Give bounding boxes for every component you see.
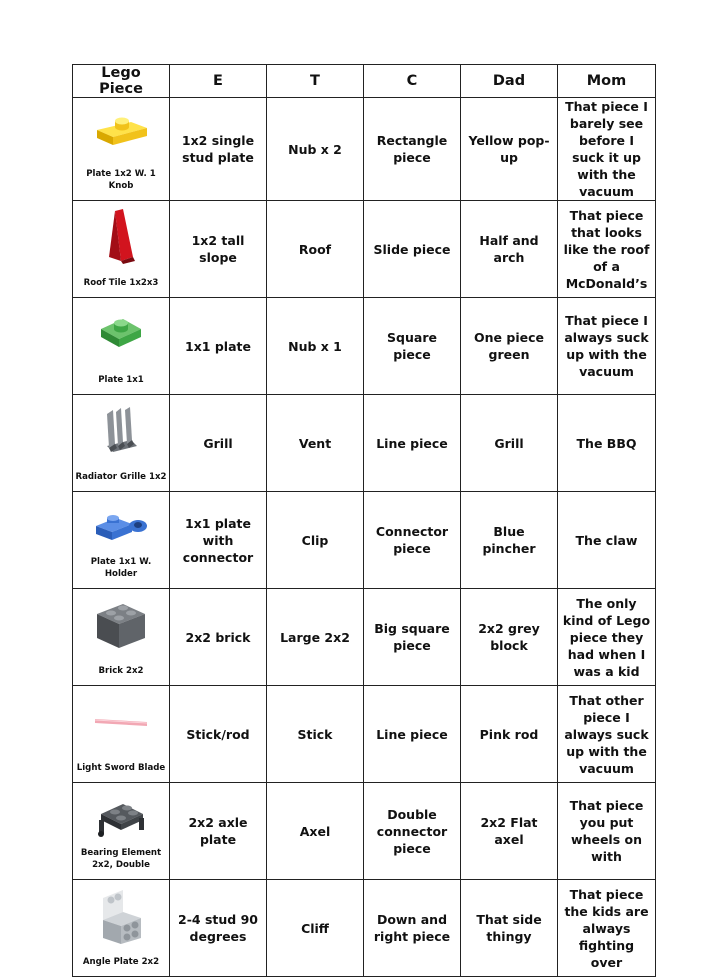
e-cell: 1x1 plate xyxy=(170,298,267,395)
piece-name: Light Sword Blade xyxy=(76,763,166,773)
t-cell: Nub x 2 xyxy=(267,98,364,201)
header-lego-piece: Lego Piece xyxy=(73,65,170,98)
t-cell: Axel xyxy=(267,783,364,880)
piece-name: Angle Plate 2x2 xyxy=(82,957,160,967)
dad-cell: Yellow pop-up xyxy=(461,98,558,201)
c-cell: Line piece xyxy=(364,686,461,783)
table-row xyxy=(73,783,656,880)
e-cell: 1x2 single stud plate xyxy=(170,98,267,201)
dad-cell: That side thingy xyxy=(461,880,558,977)
piece-cell xyxy=(73,880,170,977)
c-cell: Connector piece xyxy=(364,492,461,589)
t-cell: Clip xyxy=(267,492,364,589)
e-cell: 2x2 axle plate xyxy=(170,783,267,880)
c-cell: Line piece xyxy=(364,395,461,492)
e-cell: 2x2 brick xyxy=(170,589,267,686)
dad-cell: 2x2 grey block xyxy=(461,589,558,686)
header-mom: Mom xyxy=(558,65,656,98)
dad-cell: Pink rod xyxy=(461,686,558,783)
header-e: E xyxy=(170,65,267,98)
pink-rod-icon xyxy=(73,692,169,750)
header-t: T xyxy=(267,65,364,98)
c-cell: Slide piece xyxy=(364,201,461,298)
t-cell: Cliff xyxy=(267,880,364,977)
piece-cell xyxy=(73,589,170,686)
c-cell: Down and right piece xyxy=(364,880,461,977)
piece-cell xyxy=(73,201,170,298)
c-cell: Double connector piece xyxy=(364,783,461,880)
red-roof-tile-icon xyxy=(73,207,169,265)
dad-cell: One piece green xyxy=(461,298,558,395)
e-cell: 1x2 tall slope xyxy=(170,201,267,298)
piece-cell xyxy=(73,98,170,201)
dad-cell: Blue pincher xyxy=(461,492,558,589)
e-cell: 2-4 stud 90 degrees xyxy=(170,880,267,977)
mom-cell: The only kind of Lego piece they had when I was a kid xyxy=(558,589,656,686)
c-cell: Big square piece xyxy=(364,589,461,686)
t-cell: Large 2x2 xyxy=(267,589,364,686)
t-cell: Stick xyxy=(267,686,364,783)
piece-name: Radiator Grille 1x2 xyxy=(75,472,167,482)
header-dad: Dad xyxy=(461,65,558,98)
c-cell: Rectangle piece xyxy=(364,98,461,201)
piece-cell xyxy=(73,686,170,783)
table-row xyxy=(73,298,656,395)
dad-cell: 2x2 Flat axel xyxy=(461,783,558,880)
mom-cell: That piece I barely see before I suck it up with the vacuum xyxy=(558,98,656,201)
table-row xyxy=(73,201,656,298)
piece-name: Plate 1x2 W. 1 Knob xyxy=(86,169,156,191)
yellow-plate-knob-icon xyxy=(73,104,169,162)
t-cell: Roof xyxy=(267,201,364,298)
grey-grille-icon xyxy=(73,401,169,459)
mom-cell: That piece that looks like the roof of a McDonald’s xyxy=(558,201,656,298)
white-angle-plate-icon xyxy=(73,886,169,944)
piece-cell xyxy=(73,298,170,395)
mom-cell: That piece you put wheels on with xyxy=(558,783,656,880)
e-cell: Stick/rod xyxy=(170,686,267,783)
mom-cell: The BBQ xyxy=(558,395,656,492)
e-cell: Grill xyxy=(170,395,267,492)
table-row xyxy=(73,686,656,783)
piece-name: Plate 1x1 W. Holder xyxy=(90,557,152,579)
t-cell: Nub x 1 xyxy=(267,298,364,395)
blue-holder-plate-icon xyxy=(73,498,169,556)
header-c: C xyxy=(364,65,461,98)
dad-cell: Half and arch xyxy=(461,201,558,298)
piece-cell xyxy=(73,395,170,492)
grey-brick-icon xyxy=(73,595,169,653)
t-cell: Vent xyxy=(267,395,364,492)
piece-name: Brick 2x2 xyxy=(98,666,144,676)
lego-names-table xyxy=(72,64,656,977)
piece-name: Plate 1x1 xyxy=(98,375,144,385)
mom-cell: The claw xyxy=(558,492,656,589)
header-row xyxy=(73,65,656,98)
table-row xyxy=(73,98,656,201)
dad-cell: Grill xyxy=(461,395,558,492)
mom-cell: That other piece I always suck up with the vacuum xyxy=(558,686,656,783)
table-row xyxy=(73,395,656,492)
piece-cell xyxy=(73,783,170,880)
piece-name: Roof Tile 1x2x3 xyxy=(83,278,159,288)
c-cell: Square piece xyxy=(364,298,461,395)
bearing-plate-icon xyxy=(73,789,169,847)
piece-name: Bearing Element 2x2, Double xyxy=(80,848,162,870)
piece-cell xyxy=(73,492,170,589)
mom-cell: That piece I always suck up with the vacuum xyxy=(558,298,656,395)
table-row xyxy=(73,589,656,686)
table-row xyxy=(73,492,656,589)
table-row xyxy=(73,880,656,977)
green-plate-icon xyxy=(73,304,169,362)
mom-cell: That piece the kids are always fighting over xyxy=(558,880,656,977)
e-cell: 1x1 plate with connector xyxy=(170,492,267,589)
